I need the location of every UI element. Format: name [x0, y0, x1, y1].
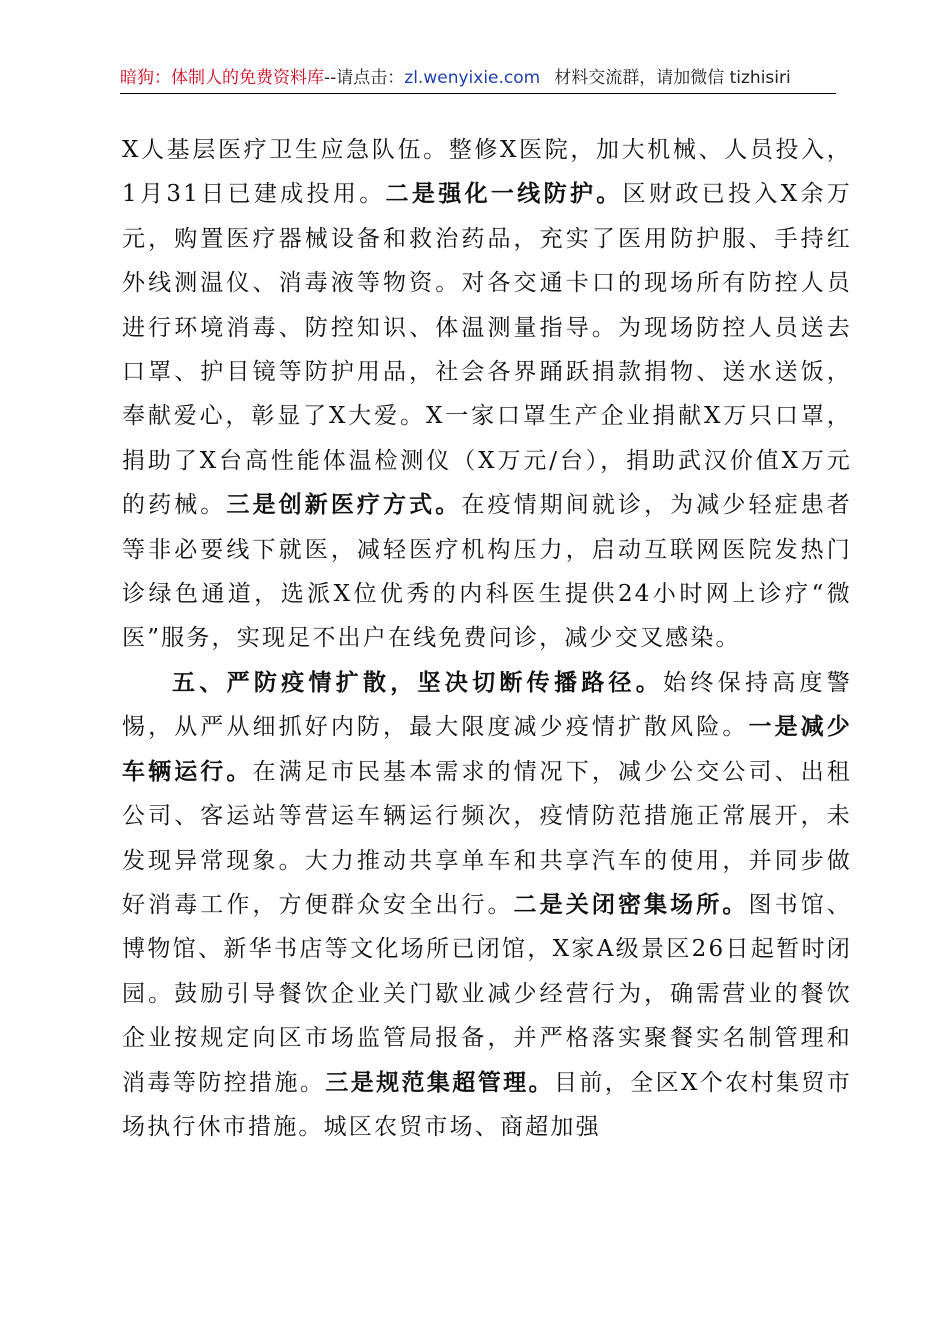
- page-header: [120, 66, 838, 90]
- bold-heading: 二是强化一线防护。: [385, 180, 623, 208]
- document-body: [122, 128, 852, 1149]
- section-heading: 五、严防疫情扩散，坚决切断传播路径。: [172, 668, 664, 696]
- bold-heading: 三是规范集超管理。: [325, 1068, 554, 1096]
- bold-heading: 三是创新医疗方式。: [226, 491, 462, 519]
- paragraph-medical: [122, 128, 852, 661]
- text-run: 图书馆、博物馆、新华书店等文化场所已闭馆，X家A级景区26日起暂时闭园。鼓励引导餐饮企业关门歇业减少经营行为，确需营业的餐饮企业按规定向区市场监管局报备，并严格落实聚餐实名制管理和消毒等防控措施。: [122, 891, 852, 1096]
- header-brand: 暗狗：体制人的免费资料库: [120, 68, 324, 88]
- header-contact: 材料交流群，请加微信 tizhisiri: [554, 68, 791, 88]
- text-run: 在满足市民基本需求的情况下，减少公交公司、出租公司、客运站等营运车辆运行频次，疫情防范措施正常展开，未发现异常现象。大力推动共享单车和共享汽车的使用，并同步做好消毒工作，方便群众安全出行。: [122, 758, 853, 918]
- bold-heading: 二是关闭密集场所。: [513, 890, 749, 918]
- text-run: 目前，全区X个农村集贸市场执行休市措施。城区农贸市场、商超加强: [122, 1069, 852, 1140]
- header-url-link[interactable]: zl.wenyixie.com: [404, 68, 541, 88]
- text-run: 始终保持高度警惕，从严从细抓好内防，最大限度减少疫情扩散风险。: [122, 669, 852, 741]
- bold-heading: 一是减少车辆运行。: [122, 713, 852, 785]
- text-run: 区财政已投入X余万元，购置医疗器械设备和救治药品，充实了医用防护服、手持红外线测温仪、消毒液等物资。对各交通卡口的现场所有防控人员进行环境消毒、防控知识、体温测量指导。为现场防控人员送去口罩、护目镜等防护用品，社会各界踊跃捐款捐物、送水送饭，奉献爱心，彰显了X大爱。X一家口罩生产企业捐献X万只口罩，捐助了X台高性能体温检测仪（X万元/台），捐助武汉价值X万元的药械。: [122, 181, 852, 519]
- text-run: 在疫情期间就诊，为减少轻症患者等非必要线下就医，减轻医疗机构压力，启动互联网医院发热门诊绿色通道，选派X位优秀的内科医生提供24小时网上诊疗“微医”服务，实现足不出户在线免费问诊，减少交叉感染。: [122, 492, 852, 652]
- paragraph-prevention: [122, 661, 852, 1149]
- header-divider: [120, 93, 836, 94]
- header-prompt: --请点击：: [324, 68, 405, 88]
- text-run: X人基层医疗卫生应急队伍。整修X医院，加大机械、人员投入，1月31日已建成投用。: [122, 137, 852, 208]
